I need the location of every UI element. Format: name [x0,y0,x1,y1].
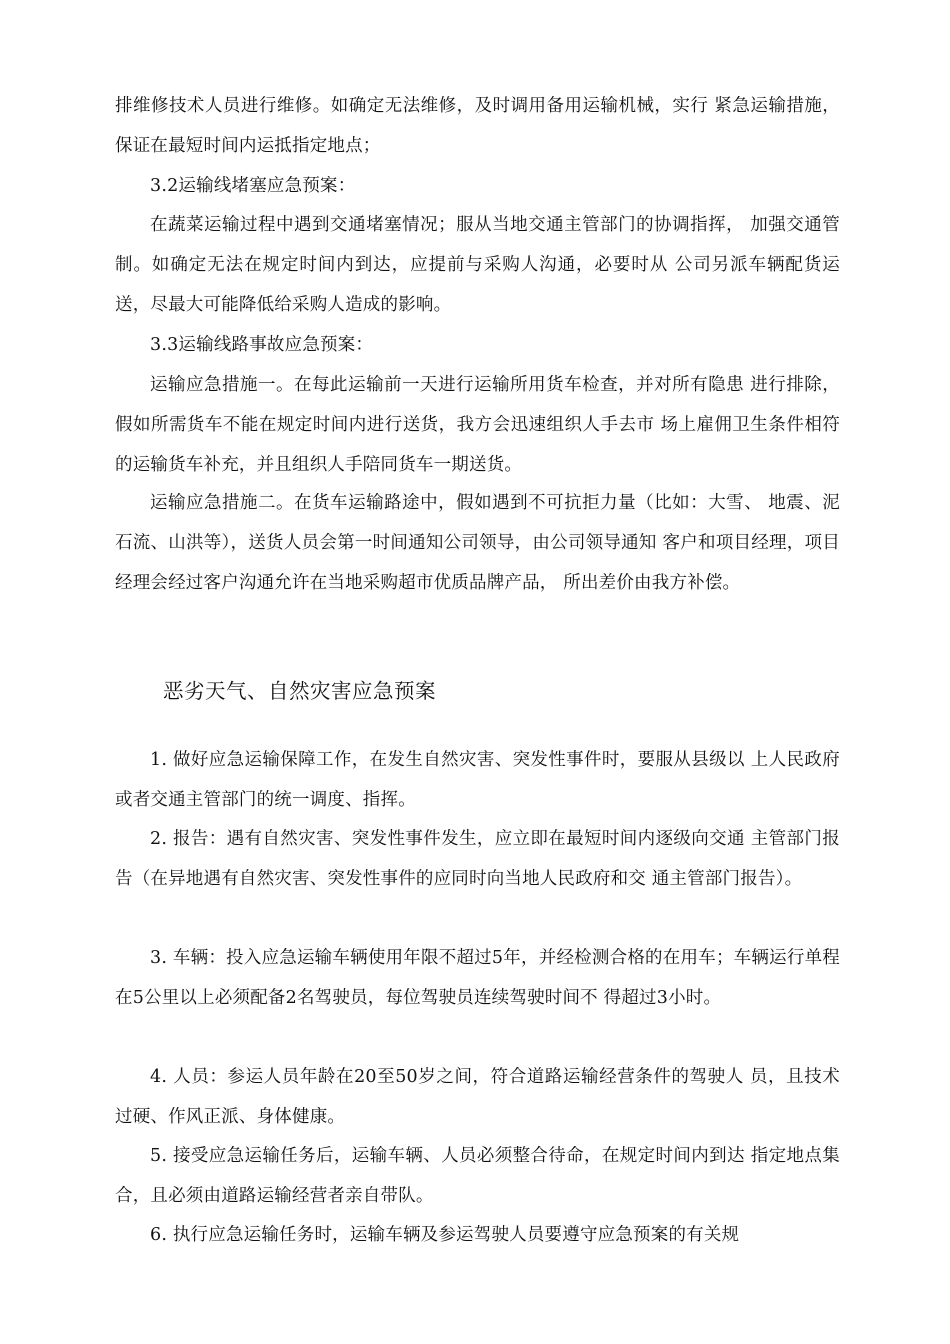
paragraph-continuation: 排维修技术人员进行维修。如确定无法维修，及时调用备用运输机械，实行 紧急运输措施，保证在最短时间内运抵指定地点； [115,96,840,156]
list-item-6: 6. 执行应急运输任务时，运输车辆及参运驾驶人员要遵守应急预案的有关规 [150,1225,740,1245]
section-heading: 恶劣天气、自然灾害应急预案 [163,679,436,703]
subsection-heading-3-3: 3.3运输线路事故应急预案： [150,335,374,355]
subsection-heading-3-2: 3.2运输线堵塞应急预案： [150,176,356,196]
list-item-4: 4. 人员：参运人员年龄在20至50岁之间，符合道路运输经营条件的驾驶人 员，且技术过硬、作风正派、身体健康。 [115,1067,840,1127]
list-item-3: 3. 车辆：投入应急运输车辆使用年限不超过5年，并经检测合格的在用车；车辆运行单程在5公里以上必须配备2名驾驶员，每位驾驶员连续驾驶时间不 得超过3小时。 [115,948,840,1008]
paragraph-measure-one: 运输应急措施一。在每此运输前一天进行运输所用货车检查，并对所有隐患 进行排除，假如所需货车不能在规定时间内进行送货，我方会迅速组织人手去市 场上雇佣卫生条件相符的运输货车补充，并且组织人手陪同货车一期送货。 [115,375,840,475]
list-item-5: 5. 接受应急运输任务后，运输车辆、人员必须整合待命，在规定时间内到达 指定地点集合，且必须由道路运输经营者亲自带队。 [115,1146,840,1206]
paragraph-measure-two: 运输应急措施二。在货车运输路途中，假如遇到不可抗拒力量（比如：大雪、 地震、泥石流、山洪等），送货人员会第一时间通知公司领导，由公司领导通知 客户和项目经理，项目经理会经过客户沟通允许在当地采购超市优质品牌产品， 所出差价由我方补偿。 [115,493,840,593]
list-item-1: 1. 做好应急运输保障工作，在发生自然灾害、突发性事件时，要服从县级以 上人民政府或者交通主管部门的统一调度、指挥。 [115,750,840,810]
list-item-2: 2. 报告：遇有自然灾害、突发性事件发生，应立即在最短时间内逐级向交通 主管部门报告（在异地遇有自然灾害、突发性事件的应同时向当地人民政府和交 通主管部门报告）。 [115,829,840,889]
paragraph-traffic-jam: 在蔬菜运输过程中遇到交通堵塞情况；服从当地交通主管部门的协调指挥， 加强交通管制。如确定无法在规定时间内到达，应提前与采购人沟通，必要时从 公司另派车辆配货运送，尽最大可能降低给采购人造成的影响。 [115,215,840,315]
